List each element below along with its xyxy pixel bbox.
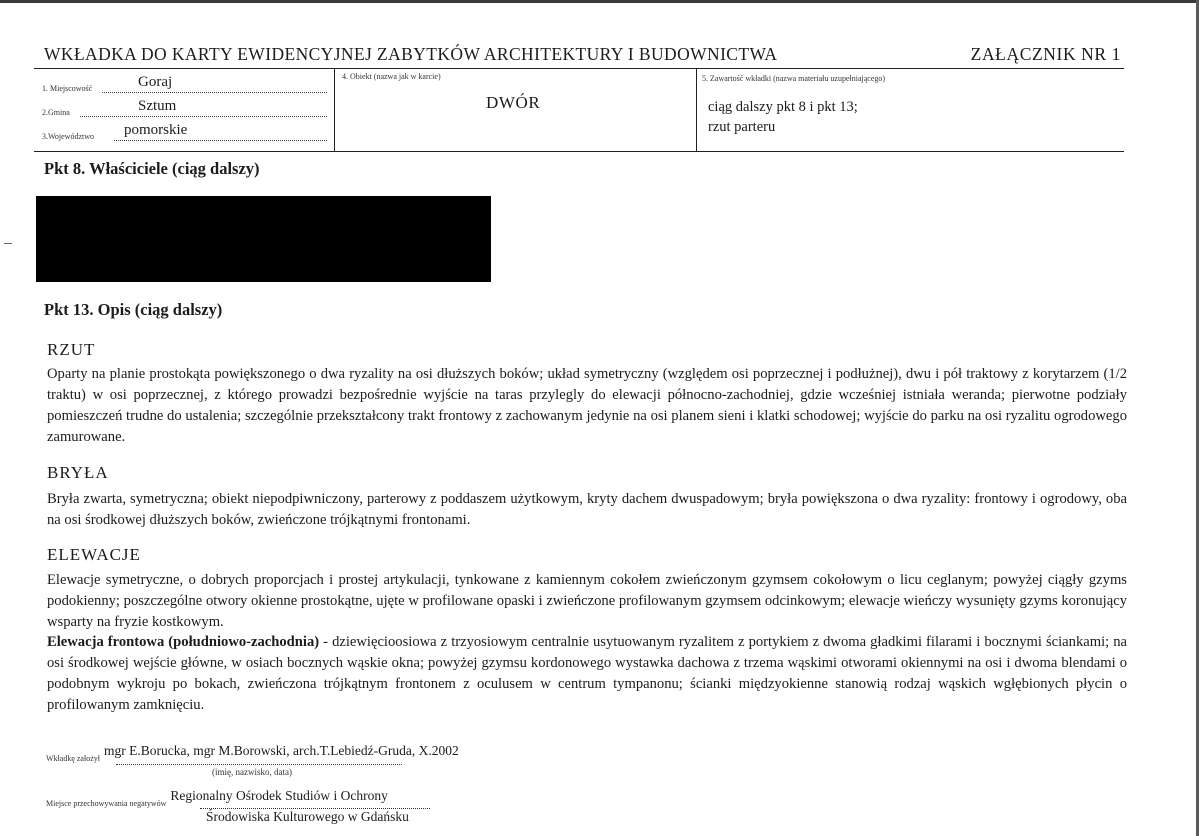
commune-label: 2.Gmina	[42, 108, 70, 117]
locality-value: Goraj	[138, 74, 173, 90]
object-label: 4. Obiekt (nazwa jak w karcie)	[342, 72, 441, 81]
divider	[696, 69, 697, 151]
voivodeship-value: pomorskie	[124, 122, 188, 138]
owners-heading: Pkt 8. Właściciele (ciąg dalszy)	[44, 159, 260, 178]
dotted-line	[102, 92, 327, 93]
front-elevation-text	[47, 632, 1127, 716]
scan-mark	[4, 243, 12, 244]
front-elevation-lead: Elewacja frontowa (południowo-zachodnia)	[47, 634, 320, 650]
author-sublabel: (imię, nazwisko, data)	[212, 767, 292, 777]
commune-field	[42, 98, 327, 119]
commune-value: Sztum	[138, 98, 177, 114]
voivodeship-field	[42, 122, 327, 143]
storage-label: Miejsce przechowywania negatywów	[46, 799, 167, 808]
storage-value-line2: Środowiska Kulturowego w Gdańsku	[206, 809, 409, 824]
contents-label: 5. Zawartość wkładki (nazwa materiału uzupełniającego)	[702, 74, 886, 83]
elewacje-heading: ELEWACJE	[47, 545, 141, 564]
bryla-text: Bryła zwarta, symetryczna; obiekt niepodpiwniczony, parterowy z poddaszem użytkowym, kryty dachem dwuspadowym; bryła powiększona o dwa ryzality: frontowy i ogrodowy, oba na osi środkowej dłuższych boków, zwieńczone trójkątnymi frontonami.	[47, 491, 1127, 528]
dotted-line	[114, 140, 327, 141]
document-title: WKŁADKA DO KARTY EWIDENCYJNEJ ZABYTKÓW ARCHITEKTURY I BUDOWNICTWA	[44, 44, 778, 64]
voivodeship-label: 3.Województwo	[42, 132, 95, 141]
rzut-heading: RZUT	[47, 340, 96, 359]
header-fields-box	[34, 68, 1124, 152]
author-value: mgr E.Borucka, mgr M.Borowski, arch.T.Lebiedź-Gruda, X.2002	[103, 743, 459, 758]
contents-value	[708, 97, 1108, 137]
rzut-text: Oparty na planie prostokąta powiększonego o dwa ryzality na osi dłuższych boków; układ symetryczny (względem osi poprzecznej i podłużnej), dwu i pół traktowy z korytarzem (1/2 traktu) w osi poprzecznej, z którego prowadzi bezpośrednie wyjście na taras przylegly do elewacji północno-zachodniej, gdzie wcześniej istniała weranda; pierwotne podziały pomieszczeń trudne do ustalenia; szczególnie przekształcony trakt frontowy z zachowanym jedynie na osi planem sieni i klatki schodowej; wyjście do parku na osi ryzalitu ogrodowego zamurowane.	[47, 366, 1127, 445]
divider	[334, 69, 335, 151]
contents-line: ciąg dalszy pkt 8 i pkt 13;	[708, 99, 858, 115]
contents-line: rzut parteru	[708, 119, 776, 135]
elewacje-text: Elewacje symetryczne, o dobrych proporcjach i prostej artykulacji, tynkowane z kamiennym cokołem zwieńczonym gzymsem cokołowym o licu ceglanym; powyżej ciągły gzyms podokienny; poszczególne otwory okienne prostokątne, ujęte w profilowane opaski i zwieńczone profilowanym gzymsem odcinkowym; elewacje wieńczy wysunięty gzyms koronujący wsparty na fryzie kostkowym.	[47, 572, 1127, 630]
scan-top-edge	[0, 0, 1199, 3]
redacted-block	[36, 196, 491, 282]
dotted-line	[80, 116, 327, 117]
locality-label: 1. Miejscowość	[42, 84, 93, 93]
dotted-line	[116, 764, 402, 765]
storage-value-line1: Regionalny Ośrodek Studiów i Ochrony	[170, 788, 388, 803]
annex-number: ZAŁĄCZNIK NR 1	[970, 44, 1121, 64]
object-value: DWÓR	[486, 93, 541, 112]
author-label: Wkładkę założył	[46, 754, 100, 763]
locality-field	[42, 74, 327, 95]
description-heading: Pkt 13. Opis (ciąg dalszy)	[44, 300, 223, 319]
bryla-heading: BRYŁA	[47, 463, 109, 482]
front-elevation-body: - dziewięcioosiowa z trzyosiowym centralnie usytuowanym ryzalitem z portykiem z dwoma gładkimi filarami i bocznymi ściankami; na osi środkowej wejście główne, w osiach bocznych wąskie okna; powyżej gzymsu kordonowego wystawka dachowa z trzema wąskimi otworami okiennymi na osi i dwoma blendami o podobnym wykroju po bokach, zwieńczona trójkątnym frontonem z oculusem w centrum tympanonu; ścianki międzyokienne stanowią rodzaj wąskich wgłębionych płycin o profilowanym zamknięciu.	[47, 634, 1127, 713]
